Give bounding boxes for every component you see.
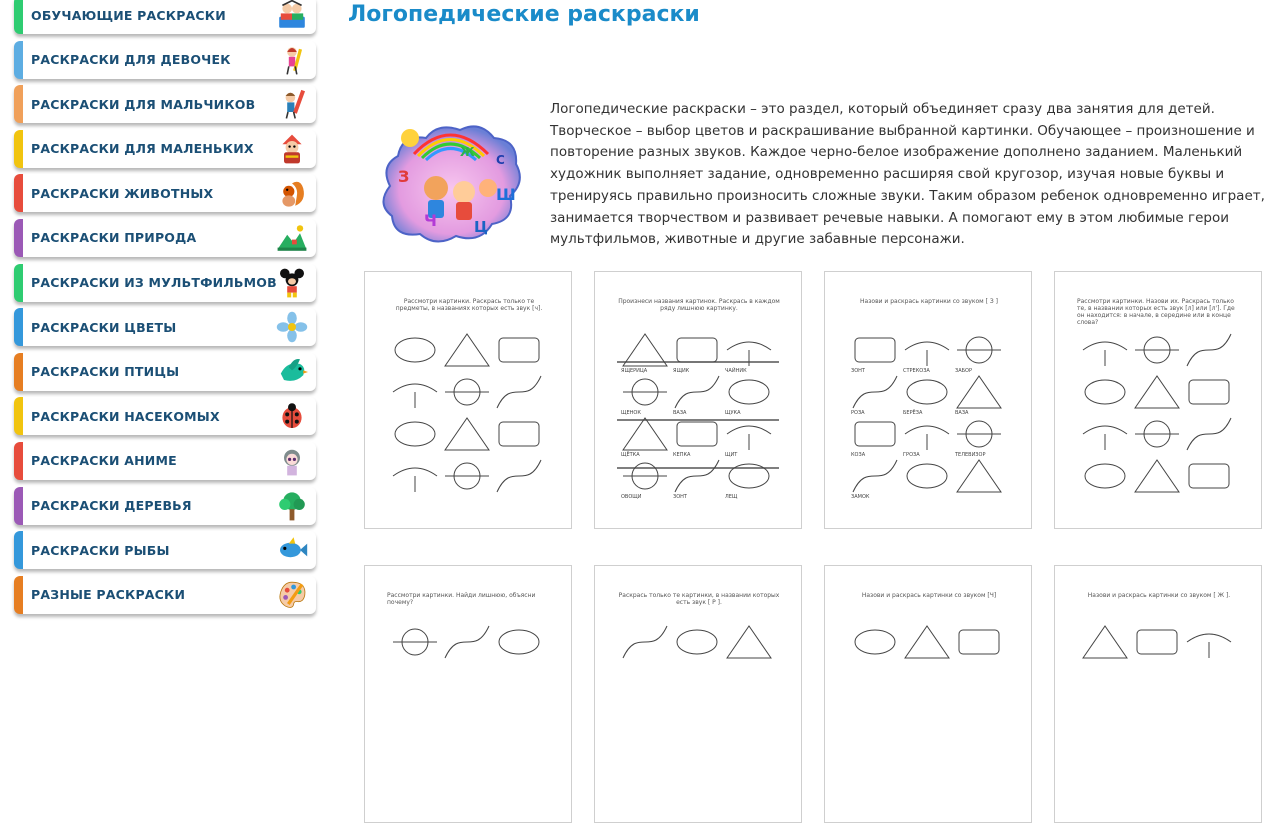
worksheet-drawing: [615, 292, 781, 508]
worksheet-word-label: ЩЁТКА: [621, 452, 640, 458]
svg-text:Ж: Ж: [460, 145, 475, 159]
worksheet-word-label: ВАЗА: [673, 410, 687, 416]
worksheet-word-label: ЗОНТ: [851, 368, 865, 374]
worksheet-word-label: ЛЕЩ: [725, 494, 738, 500]
svg-text:З: З: [398, 167, 410, 186]
worksheet-task-text: Рассмотри картинки. Раскрась только те предметы, в названиях которых есть звук [ч].: [395, 298, 543, 312]
worksheet-word-label: РОЗА: [851, 410, 865, 416]
sidebar-item[interactable]: [14, 130, 316, 168]
svg-text:С: С: [496, 153, 505, 167]
category-sidebar: [14, 0, 316, 620]
sidebar-item-label: РАСКРАСКИ ИЗ МУЛЬТФИЛЬМОВ: [31, 275, 277, 291]
sidebar-item-label: РАСКРАСКИ ДЛЯ ДЕВОЧЕК: [31, 52, 231, 68]
worksheet-word-label: ЩИТ: [725, 452, 738, 458]
girl-pencil-icon: [276, 44, 308, 76]
squirrel-icon: [276, 177, 308, 209]
sidebar-item-label: РАСКРАСКИ ДЕРЕВЬЯ: [31, 498, 192, 514]
sidebar-item[interactable]: [14, 487, 316, 525]
worksheet-word-label: ГРОЗА: [903, 452, 920, 458]
worksheet-task-text: Рассмотри картинки. Назови их. Раскрась только те, в названии которых есть звук [л] или [л']. Где он находится: в начале, в середине или в конце слова?: [1077, 298, 1235, 326]
sidebar-item[interactable]: [14, 576, 316, 614]
worksheet-word-label: ЗАМОК: [851, 494, 870, 500]
coloring-page-thumbnail[interactable]: [824, 565, 1032, 823]
fish-icon: [276, 534, 308, 566]
svg-text:Ц: Ц: [474, 218, 488, 236]
coloring-page-thumbnail[interactable]: [364, 271, 572, 529]
sidebar-item-label: РАСКРАСКИ ЖИВОТНЫХ: [31, 185, 214, 201]
coloring-page-thumbnail[interactable]: [594, 271, 802, 529]
worksheet-drawing: [845, 586, 1011, 802]
books-kids-icon: [276, 0, 308, 31]
worksheet-task-text: Назови и раскрась картинки со звуком [Ч]: [861, 592, 997, 599]
ladybug-icon: [276, 400, 308, 432]
sidebar-item[interactable]: [14, 308, 316, 346]
page-title: Логопедические раскраски: [348, 2, 700, 27]
sidebar-item-label: ОБУЧАЮЩИЕ РАСКРАСКИ: [31, 7, 226, 23]
sidebar-item[interactable]: [14, 219, 316, 257]
worksheet-word-label: ЩУКА: [725, 410, 741, 416]
sidebar-item-label: РАСКРАСКИ ЦВЕТЫ: [31, 319, 177, 335]
palette-icon: [276, 579, 308, 611]
anime-girl-icon: [276, 445, 308, 477]
sidebar-item-label: РАСКРАСКИ ПРИРОДА: [31, 230, 197, 246]
coloring-page-thumbnail[interactable]: [364, 565, 572, 823]
sidebar-item[interactable]: [14, 0, 316, 34]
mickey-icon: [276, 267, 308, 299]
sidebar-item[interactable]: [14, 353, 316, 391]
worksheet-drawing: [615, 586, 781, 802]
intro-text: Логопедические раскраски – это раздел, который объединяет сразу два занятия для детей. Творческое – выбор цветов и раскрашивание выбранной картинки. Обучающее – произношение и повторение разных звуков. Каждое черно-белое изображение дополнено заданием. Маленький художник выполняет задание, одновременно расширяя свой кругозор, изучая новые буквы и тренируясь правильно произносить сложные звуки. Таким образом ребенок одновременно играет, занимается творчеством и развивает речевые навыки. А помогают ему в этом любимые герои мультфильмов, животные и другие забавные персонажи.: [550, 101, 1265, 248]
sidebar-item-label: РАСКРАСКИ РЫБЫ: [31, 542, 170, 558]
bird-icon: [276, 356, 308, 388]
landscape-icon: [276, 222, 308, 254]
sidebar-item[interactable]: [14, 397, 316, 435]
sidebar-item-label: РАСКРАСКИ НАСЕКОМЫХ: [31, 408, 220, 424]
coloring-page-thumbnail[interactable]: [1054, 271, 1262, 529]
sidebar-item-label: РАСКРАСКИ ДЛЯ МАЛЬЧИКОВ: [31, 96, 256, 112]
worksheet-drawing: [385, 292, 551, 508]
worksheet-word-label: ЗАБОР: [955, 368, 973, 374]
sidebar-item[interactable]: [14, 531, 316, 569]
worksheet-word-label: ЯЩИК: [673, 368, 690, 374]
worksheet-word-label: ОВОЩИ: [621, 494, 642, 500]
sidebar-item[interactable]: [14, 264, 316, 302]
worksheet-word-label: ЩЕНОК: [621, 410, 641, 416]
tree-icon: [276, 490, 308, 522]
flower-icon: [276, 311, 308, 343]
worksheet-word-label: КЕПКА: [673, 452, 691, 458]
worksheet-drawing: [1075, 586, 1241, 802]
worksheet-task-text: Произнеси названия картинок. Раскрась в каждом ряду лишнюю картинку.: [618, 298, 780, 312]
worksheet-task-text: Назови и раскрась картинки со звуком [ З ]: [860, 298, 998, 305]
sidebar-item-label: РАЗНЫЕ РАСКРАСКИ: [31, 587, 186, 603]
worksheet-drawing: [1075, 292, 1241, 508]
sidebar-item-label: РАСКРАСКИ ПТИЦЫ: [31, 364, 180, 380]
worksheet-word-label: ВАЗА: [955, 410, 969, 416]
toy-icon: [276, 133, 308, 165]
worksheet-word-label: ЧАЙНИК: [725, 368, 747, 374]
worksheet-task-text: Назови и раскрась картинки со звуком [ Ж ].: [1087, 592, 1231, 599]
sidebar-item[interactable]: [14, 174, 316, 212]
boy-pencil-icon: [276, 88, 308, 120]
worksheet-drawing: [385, 586, 551, 802]
worksheet-word-label: СТРЕКОЗА: [903, 368, 930, 374]
coloring-page-thumbnail[interactable]: [824, 271, 1032, 529]
sidebar-item[interactable]: [14, 41, 316, 79]
worksheet-word-label: ТЕЛЕВИЗОР: [955, 452, 986, 458]
worksheet-task-text: Раскрась только те картинки, в названии которых есть звук [ Р ].: [618, 592, 780, 606]
coloring-page-thumbnail[interactable]: [1054, 565, 1262, 823]
worksheet-task-text: Рассмотри картинки. Найди лишнюю, объясни почему?: [387, 592, 536, 606]
intro-image: [376, 116, 524, 246]
worksheet-word-label: ЯЩЕРИЦА: [621, 368, 648, 374]
worksheet-word-label: КОЗА: [851, 452, 866, 458]
worksheet-word-label: БЕРЁЗА: [903, 410, 923, 416]
svg-text:Ч: Ч: [424, 211, 437, 230]
sidebar-item-label: РАСКРАСКИ ДЛЯ МАЛЕНЬКИХ: [31, 141, 254, 157]
sidebar-item[interactable]: [14, 85, 316, 123]
sidebar-item-label: РАСКРАСКИ АНИМЕ: [31, 453, 177, 469]
svg-text:Ш: Ш: [496, 185, 516, 204]
worksheet-drawing: [845, 292, 1011, 508]
worksheet-word-label: ЗОНТ: [673, 494, 687, 500]
sidebar-item[interactable]: [14, 442, 316, 480]
coloring-page-thumbnail[interactable]: [594, 565, 802, 823]
